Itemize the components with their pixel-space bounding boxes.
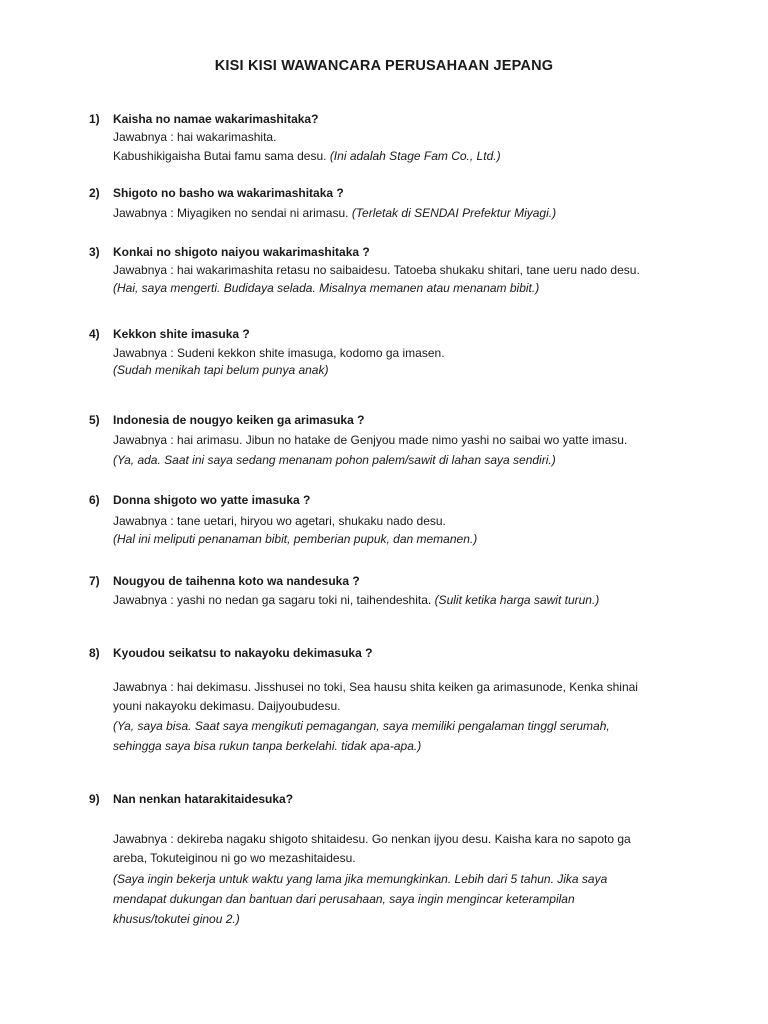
translation: (Ya, ada. Saat ini saya sedang menanam pohon palem/sawit di lahan saya sendiri.) [113,453,556,467]
translation: (Sulit ketika harga sawit turun.) [434,593,600,607]
answer: Jawabnya : dekireba nagaku shigoto shitaidesu. Go nenkan ijyou desu. Kaisha kara no sapoto ga [113,832,631,846]
translation: (Hai, saya mengerti. Budidaya selada. Misalnya memanen atau menanam bibit.) [113,281,540,295]
translation: mendapat dukungan dan bantuan dari perusahaan, saya ingin mengincar keterampilan [113,892,575,906]
question: Konkai no shigoto naiyou wakarimashitaka ? [113,245,370,259]
answer: Kabushikigaisha Butai famu sama desu. [113,149,327,163]
answer: areba, Tokuteiginou ni go wo mezashitaidesu. [113,851,356,865]
question: Donna shigoto wo yatte imasuka ? [113,493,311,507]
question: Nan nenkan hatarakitaidesuka? [113,792,294,806]
answer: Jawabnya : hai wakarimashita. [113,130,277,144]
question: Nougyou de taihenna koto wa nandesuka ? [113,574,360,588]
answer: Jawabnya : hai wakarimashita retasu no saibaidesu. Tatoeba shukaku shitari, tane ueru nado desu. [113,263,640,277]
item-number: 7) [89,574,100,588]
answer-line [113,206,556,220]
translation: (Saya ingin bekerja untuk waktu yang lama jika memungkinkan. Lebih dari 5 tahun. Jika saya [113,872,608,886]
translation: (Sudah menikah tapi belum punya anak) [113,363,329,377]
item-number: 1) [89,112,100,126]
question: Kekkon shite imasuka ? [113,327,250,341]
translation: (Terletak di SENDAI Prefektur Miyagi.) [351,206,557,220]
item-number: 8) [89,646,100,660]
answer: youni nakayoku dekimasu. Daijyoubudesu. [113,699,341,713]
answer-line [113,593,599,607]
translation: khusus/tokutei ginou 2.) [113,912,240,926]
item-number: 4) [89,327,100,341]
question: Indonesia de nougyo keiken ga arimasuka ? [113,413,365,427]
answer: Jawabnya : hai arimasu. Jibun no hatake de Genjyou made nimo yashi no saibai wo yatte imasu. [113,433,628,447]
answer: Jawabnya : yashi no nedan ga sagaru toki ni, taihendeshita. [113,593,432,607]
translation: (Ini adalah Stage Fam Co., Ltd.) [329,149,501,163]
item-number: 6) [89,493,100,507]
answer-line [113,149,501,163]
question: Kaisha no namae wakarimashitaka? [113,112,319,126]
item-number: 9) [89,792,100,806]
item-number: 2) [89,186,100,200]
question: Kyoudou seikatsu to nakayoku dekimasuka ? [113,646,373,660]
question: Shigoto no basho wa wakarimashitaka ? [113,186,344,200]
translation: sehingga saya bisa rukun tanpa berkelahi. tidak apa-apa.) [113,739,422,753]
answer: Jawabnya : tane uetari, hiryou wo agetari, shukaku nado desu. [113,514,446,528]
item-number: 5) [89,413,100,427]
item-number: 3) [89,245,100,259]
translation: (Hal ini meliputi penanaman bibit, pemberian pupuk, dan memanen.) [113,532,478,546]
answer: Jawabnya : Miyagiken no sendai ni arimasu. [113,206,349,220]
translation: (Ya, saya bisa. Saat saya mengikuti pemagangan, saya memiliki pengalaman tinggl serumah, [113,719,610,733]
answer: Jawabnya : hai dekimasu. Jisshusei no toki, Sea hausu shita keiken ga arimasunode, Kenka shinai [113,680,638,694]
answer: Jawabnya : Sudeni kekkon shite imasuga, kodomo ga imasen. [113,346,445,360]
page-title: KISI KISI WAWANCARA PERUSAHAAN JEPANG [214,58,554,74]
